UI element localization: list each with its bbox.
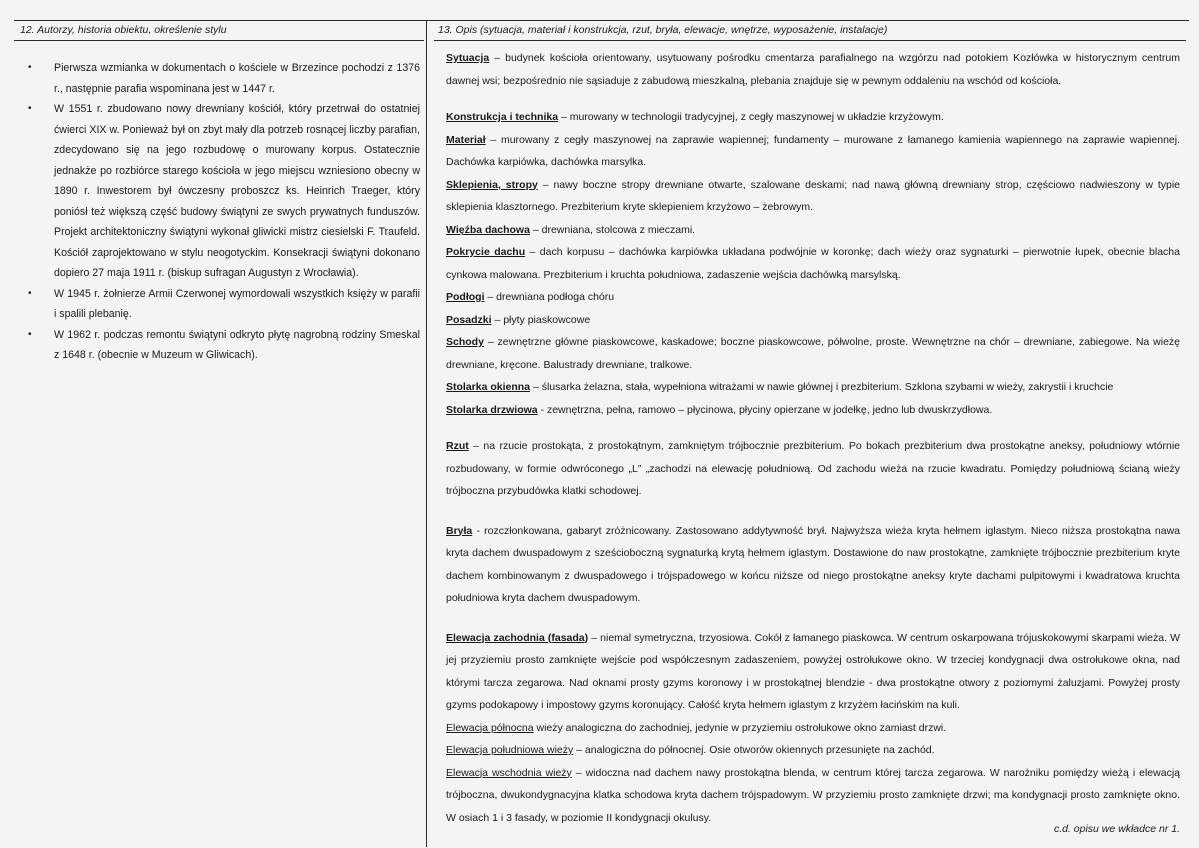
paragraph-elewacja-poludniowa [446, 739, 1180, 762]
history-column [14, 21, 424, 847]
term-text: – płyty piaskowcowe [491, 313, 591, 326]
term-text: – ślusarka żelazna, stała, wypełniona witrażami w nawie głównej i prezbiterium. Szklona szybami w wieży, zakrystii i kruchcie [530, 381, 1114, 393]
term-text: – analogiczna do północnej. Osie otworów okiennych przesunięte na zachód. [573, 744, 935, 756]
paragraph-podlogi [446, 286, 1180, 309]
term-label: Stolarka drzwiowa [446, 403, 538, 416]
history-text: W 1945 r. żołnierze Armii Czerwonej wymordowali wszystkich księży w parafii i spalili plebanię. [54, 287, 420, 320]
term-text: – dach korpusu – dachówka karpiówka układana podwójnie w koronkę; dach wieży oraz sygnaturki – pierwotnie łupek, obecnie blacha cynkowa malowana. Prezbiterium i kruchta południowa, zadaszenie wejścia dachówką marsylską. [446, 246, 1180, 281]
term-label: Podłogi [446, 291, 485, 303]
term-label: Stolarka okienna [446, 381, 531, 393]
list-item [24, 284, 424, 325]
list-item [24, 99, 424, 284]
term-label: Więźba dachowa [446, 223, 530, 236]
paragraph-elewacja-zachodnia [446, 627, 1180, 717]
term-label: Elewacja wschodnia wieży [446, 766, 572, 779]
paragraph-stolarka-drzwiowa [446, 399, 1180, 422]
term-text: – nawy boczne stropy drewniane otwarte, szalowane deskami; nad nawą główną drewniany strop, częściowo nadwieszony w typie sklepienia klasztornego. Prezbiterium kryte sklepieniem krzyżowo – żebrowym. [446, 178, 1180, 213]
history-text: W 1551 r. zbudowano nowy drewniany kościół, który przetrwał do ostatniej ćwierci XIX w. Ponieważ był on zbyt mały dla potrzeb rosnącej liczby parafian, zdecydowano się na jego rozbudowę o murowany korpus. Ostatecznie jednakże po rozbiórce starego kościoła w jego miejscu wzniesiono obecny w 1890 r. Inwestorem był ówczesny proboszcz ks. Heinrich Traeger, który poniósł też większą część budowy świątyni ze swych prywatnych funduszów. Projekt architektoniczny świątyni wykonał gliwicki mistrz ciesielski F. Traufeld. Kościół zaprojektowano w stylu neogotyckim. Konsekracji świątyni dokonano dopiero 27 maja 1911 r. (biskup sufragan Augustyn z Wrocławia). [54, 103, 420, 279]
term-text: – niemal symetryczna, trzyosiowa. Cokół z łamanego piaskowca. W centrum oskarpowana trójuskokowymi skarpami wieża. W jej przyziemiu prosto zamknięte wejście pod współczesnym zadaszeniem, powyżej ostrołukowe okno. W trzeciej kondygnacji dwa ostrołukowe okna, nad którymi tarcza zegarowa. Nad oknami prosty gzyms koronowy i w prostokątnej blendzie - dwa prostokątne otwory z poziomymi żaluzjami. Powyżej prosty gzyms podokapowy i impostowy gzyms koronujący. Całość kryta hełmem iglastym z krzyżem łacińskim na kuli. [446, 631, 1180, 711]
term-text: – drewniana, stolcowa z mieczami. [529, 223, 696, 236]
paragraph-schody [446, 331, 1180, 376]
paragraph-sklepienia [446, 174, 1180, 219]
term-label: Materiał [446, 133, 486, 146]
history-list [14, 58, 424, 366]
term-text: - zewnętrzna, pełna, ramowo – płycinowa, płyciny opierzane w jodełkę, jedno lub dwuskrzydłowa. [537, 403, 993, 416]
term-text: – murowany z cegły maszynowej na zaprawie wapiennej; fundamenty – murowane z łamanego kamienia wapiennego na zaprawie wapiennej. Dachówka karpiówka, dachówka marsylka. [446, 133, 1180, 168]
term-label: Sytuacja [446, 52, 490, 64]
term-label: Sklepienia, stropy [446, 178, 538, 191]
term-text: – zewnętrzne główne piaskowcowe, kaskadowe; boczne piaskowcowe, półwolne, proste. Wewnętrzne na chór – drewniane, zabiegowe. Na wieżę drewniane, kręcone. Balustrady drewniane, tralkowe. [446, 336, 1180, 371]
bullet-icon: • [28, 103, 32, 114]
spacer [446, 503, 1180, 520]
term-text: – murowany w technologii tradycyjnej, z cegły maszynowej w układzie krzyżowym. [558, 111, 944, 123]
term-label: Elewacja północna [446, 721, 534, 734]
history-text: Pierwsza wzmianka w dokumentach o kościele w Brzezince pochodzi z 1376 r., następnie parafia wspominana jest w 1447 r. [54, 62, 420, 95]
term-label: Konstrukcja i technika [446, 111, 559, 123]
paragraph-material [446, 129, 1180, 174]
spacer [446, 421, 1180, 435]
paragraph-bryla [446, 520, 1180, 610]
bullet-icon: • [28, 62, 32, 73]
description-body [434, 47, 1186, 829]
paragraph-posadzki [446, 309, 1180, 332]
history-heading: 12. Autorzy, historia obiektu, określenie stylu [14, 21, 424, 41]
term-text: – widoczna nad dachem nawy prostokątna blenda, w centrum której tarcza zegarowa. W narożniku pomiędzy wieżą i elewacją trójboczna, dwukondygnacyjna klatka schodowa kryta dachem trójspadowym. W przyziemiu prosto zamknięte drzwi; ma kondygnacji prosto zamknięte okno. W osiach 1 i 3 fasady, w poziomie II kondygnacji okulusy. [446, 766, 1180, 824]
description-heading: 13. Opis (sytuacja, materiał i konstrukcja, rzut, bryła, elewacje, wnętrze, wyposażenie, instalacje) [434, 21, 1186, 41]
term-text: – budynek kościoła orientowany, usytuowany pośrodku cmentarza parafialnego na wzgórzu nad potokiem Kozłówka w historycznym centrum dawnej wsi; bezpośrednio nie sąsiaduje z zabudową mieszkalną, plebania znajduje się w pewnym oddaleniu na wschód od kościoła. [446, 52, 1180, 87]
term-label: Elewacja południowa wieży [446, 744, 574, 756]
term-text: – drewniana podłoga chóru [484, 291, 615, 303]
bullet-icon: • [28, 287, 32, 299]
term-label: Schody [446, 336, 484, 348]
spacer [446, 610, 1180, 627]
term-label: Rzut [446, 440, 469, 452]
list-item [24, 58, 424, 99]
paragraph-konstrukcja [446, 106, 1180, 129]
term-label: Elewacja zachodnia (fasada) [446, 631, 589, 644]
bullet-icon: • [28, 328, 32, 340]
term-text: – na rzucie prostokąta, z prostokątnym, zamkniętym trójbocznie prezbiterium. Po bokach prezbiterium dwa prostokątne aneksy, południowy wtórnie rozbudowany, w formie odwróconego „L” „zachodzi na elewację południową. Od zachodu wieża na rzucie kwadratu. Pomiędzy południową ścianą wieży trójboczna przybudówka klatki schodowej. [446, 440, 1180, 497]
paragraph-rzut [446, 435, 1180, 503]
list-item [24, 325, 424, 366]
paragraph-elewacja-polnocna [446, 717, 1180, 740]
paragraph-wiezba [446, 219, 1180, 242]
continuation-note: c.d. opisu we wkładce nr 1. [1053, 823, 1180, 835]
paragraph-sytuacja [446, 47, 1180, 92]
term-label: Bryła [446, 524, 473, 537]
term-text: wieży analogiczna do zachodniej, jedynie w przyziemiu ostrołukowe okno zamiast drzwi. [533, 721, 947, 734]
term-label: Pokrycie dachu [446, 246, 526, 258]
form-sheet [14, 20, 1189, 847]
paragraph-pokrycie [446, 241, 1180, 286]
column-divider [426, 21, 427, 847]
paragraph-elewacja-wschodnia [446, 762, 1180, 830]
spacer [446, 92, 1180, 106]
term-label: Posadzki [446, 313, 492, 326]
history-text: W 1962 r. podczas remontu świątyni odkryto płytę nagrobną rodziny Smeskal z 1648 r. (obecnie w Muzeum w Gliwicach). [54, 328, 420, 361]
term-text: - rozczłonkowana, gabaryt zróżnicowany. Zastosowano addytywność brył. Najwyższa wieża kryta hełmem iglastym. Nieco niższa prostokątna nawa kryta dachem dwuspadowym z sześcioboczną sygnaturką krytą hełmem iglastym. Dostawione do naw prostokątne, zamknięte trójbocznie prezbiterium kryte dachem kombinowanym z dwuspadowego i trójspadowego w końcu niższe od niego prostokątne aneksy kryte dachami pulpitowymi i kwadratowa kruchta południowa kryta dachem dwuspadowym. [446, 524, 1180, 604]
description-column [434, 21, 1186, 847]
paragraph-stolarka-okienna [446, 376, 1180, 399]
